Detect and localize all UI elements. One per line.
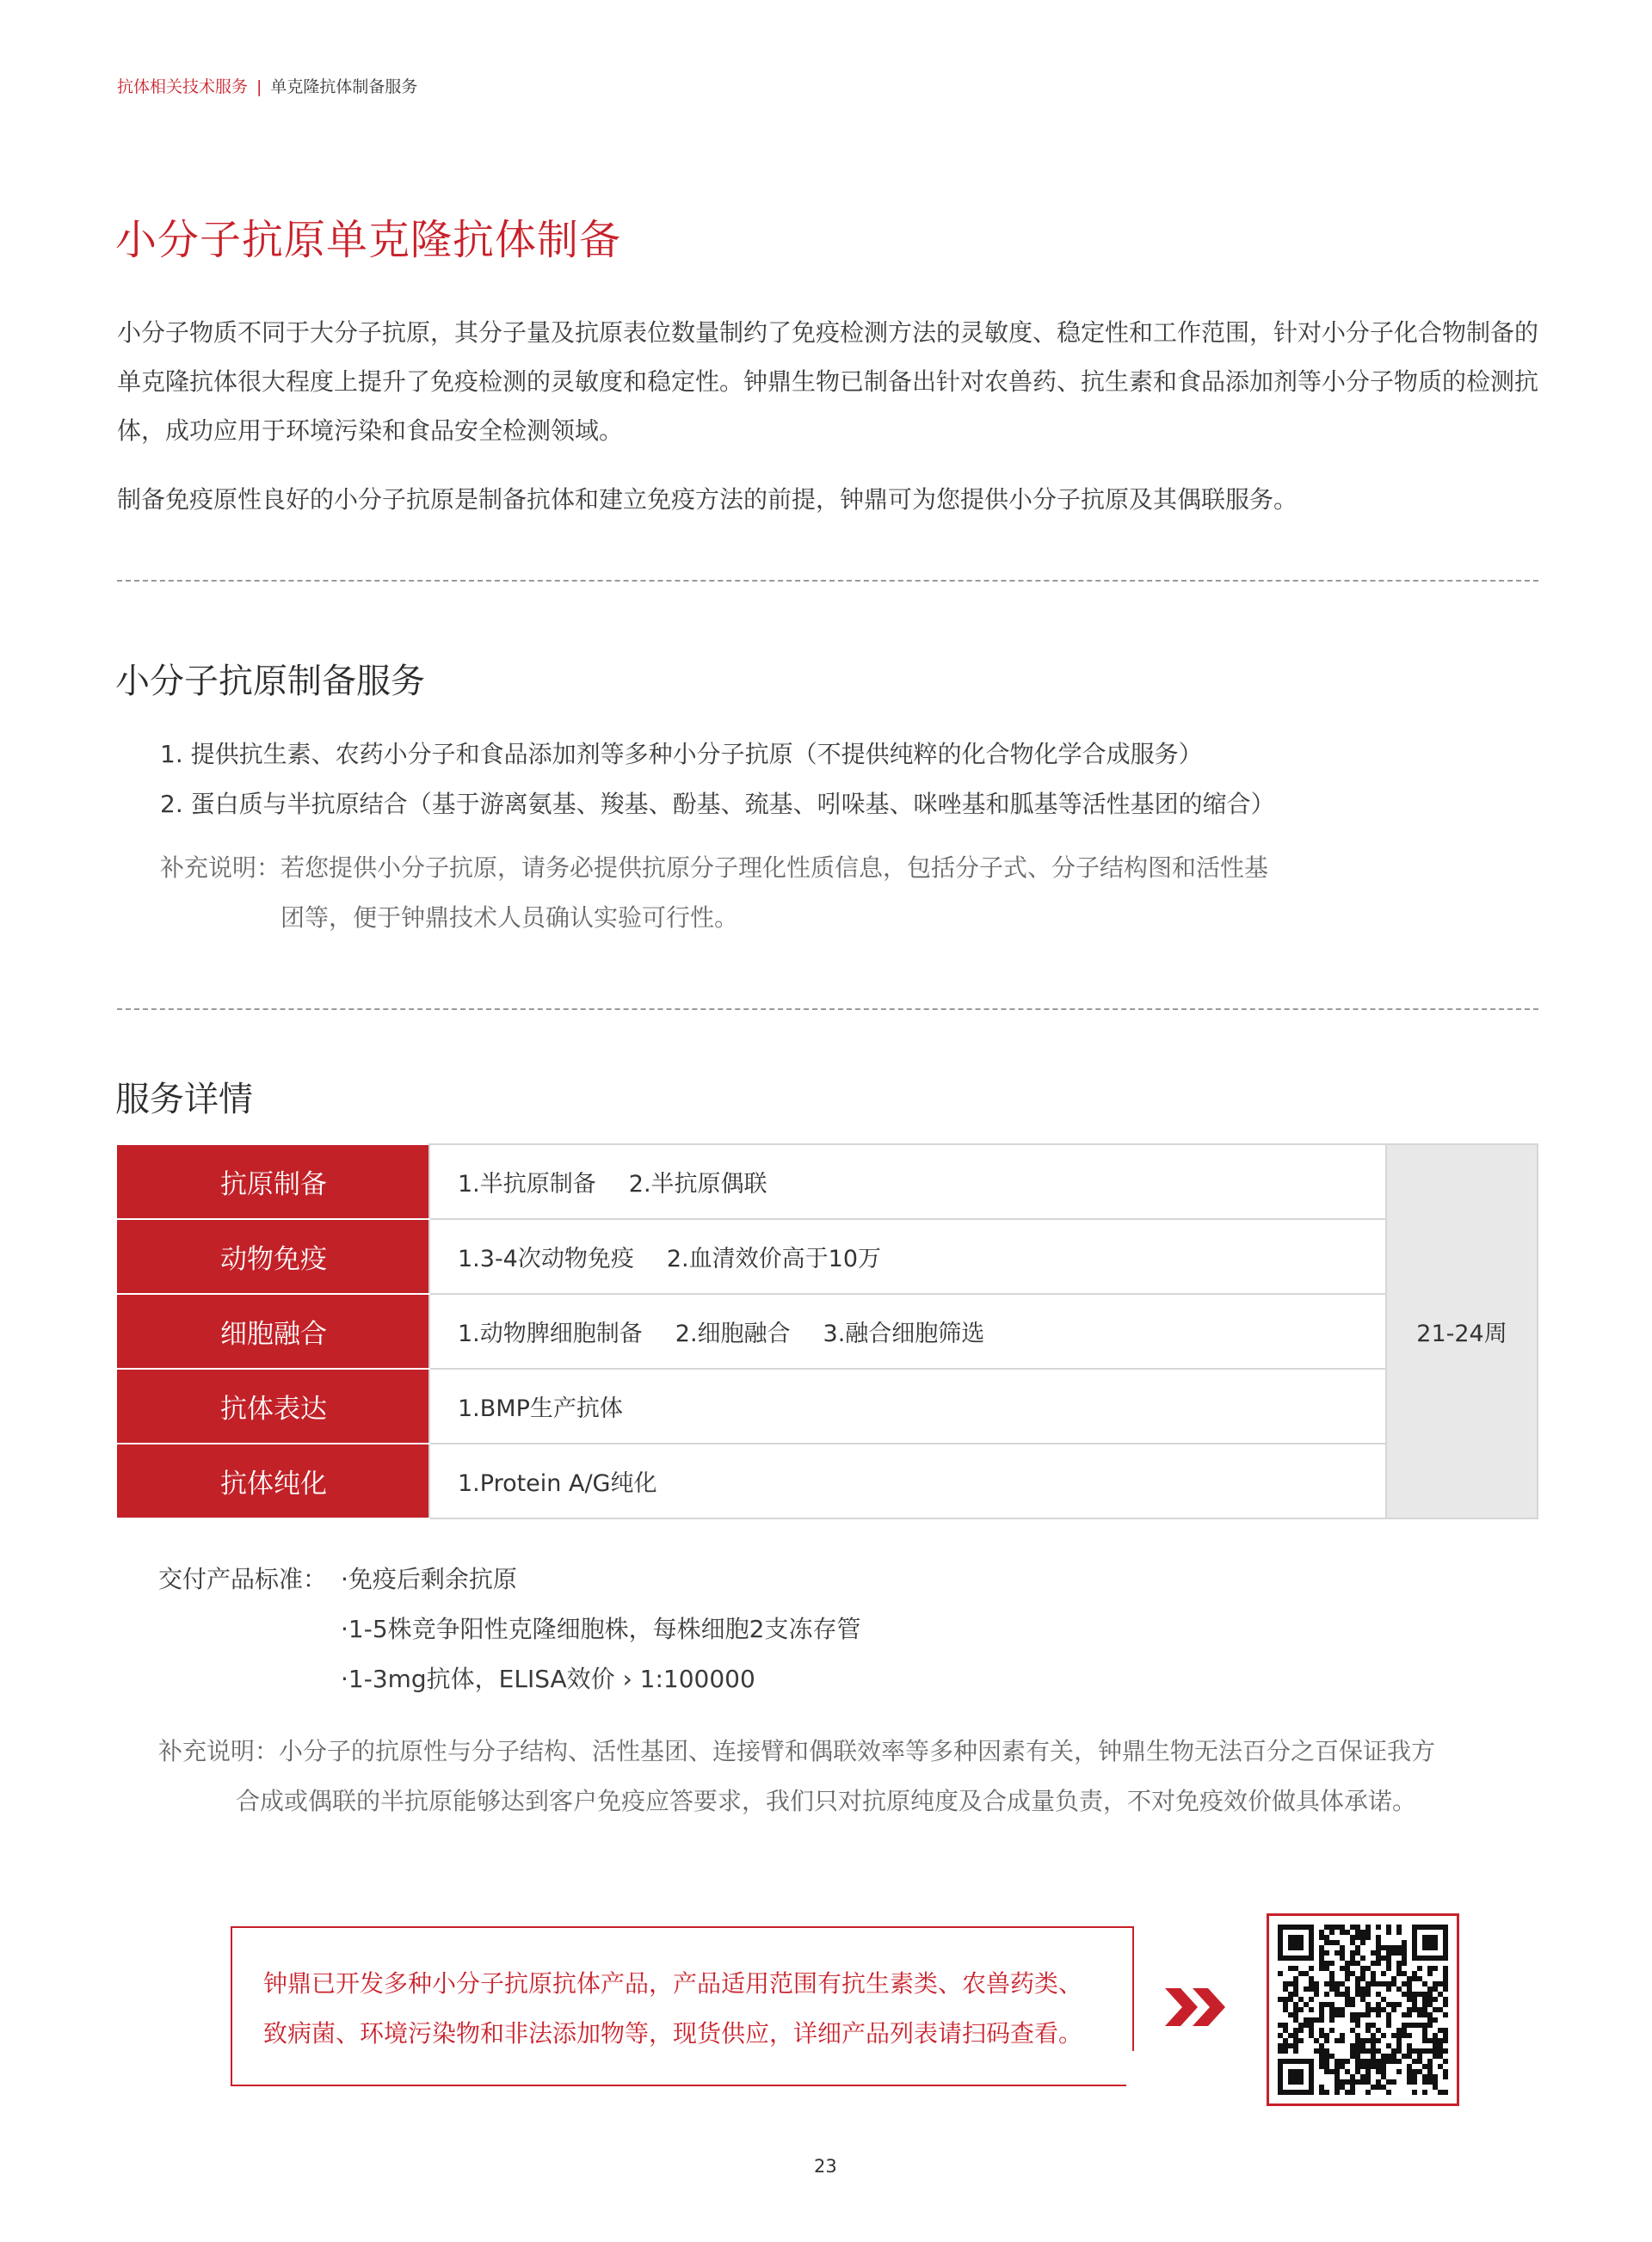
table-row bbox=[118, 1444, 1538, 1518]
service-details-table bbox=[117, 1143, 1538, 1519]
note-text: 若您提供小分子抗原，请务必提供抗原分子理化性质信息，包括分子式、分子结构图和活性基团等，便于钟鼎技术人员确认实验可行性。 bbox=[280, 853, 1269, 932]
double-chevron-right-icon bbox=[1163, 1985, 1230, 2030]
antigen-service-heading: 小分子抗原制备服务 bbox=[115, 662, 425, 701]
qr-code-icon bbox=[1278, 1925, 1448, 2095]
row-label: 抗原制备 bbox=[118, 1144, 429, 1219]
row-label: 抗体纯化 bbox=[118, 1444, 429, 1518]
detail-item: 1.BMP生产抗体 bbox=[458, 1395, 623, 1422]
promo-line: 致病菌、环境污染物和非法添加物等，现货供应，详细产品列表请扫码查看。 bbox=[263, 2019, 1083, 2048]
list-item: 1. 提供抗生素、农药小分子和食品添加剂等多种小分子抗原（不提供纯粹的化合物化学合成服务） bbox=[160, 740, 1203, 768]
list-item: 2. 蛋白质与半抗原结合（基于游离氨基、羧基、酚基、巯基、吲哚基、咪唑基和胍基等活性基团的缩合） bbox=[160, 790, 1275, 818]
delivery-item: ·1-5株竞争阳性克隆细胞株，每株细胞2支冻存管 bbox=[341, 1615, 861, 1643]
section-divider bbox=[117, 1008, 1538, 1010]
table-row bbox=[118, 1144, 1538, 1219]
supplementary-note bbox=[158, 1727, 1435, 1826]
intro-paragraph-2: 制备免疫原性良好的小分子抗原是制备抗体和建立免疫方法的前提，钟鼎可为您提供小分子抗原及其偶联服务。 bbox=[117, 485, 1298, 514]
page-title: 小分子抗原单克隆抗体制备 bbox=[115, 216, 622, 264]
delivery-item: ·免疫后剩余抗原 bbox=[341, 1565, 517, 1593]
service-details-heading: 服务详情 bbox=[115, 1080, 253, 1119]
detail-item: 1.3-4次动物免疫 bbox=[458, 1246, 634, 1272]
note-label: 补充说明： bbox=[158, 1737, 280, 1765]
detail-item: 2.半抗原偶联 bbox=[628, 1171, 767, 1198]
row-details bbox=[429, 1444, 1386, 1518]
duration-cell: 21-24周 bbox=[1386, 1144, 1538, 1518]
promo-box bbox=[231, 1926, 1134, 2086]
breadcrumb-separator: | bbox=[256, 77, 262, 96]
antigen-service-note bbox=[160, 843, 1545, 943]
note-label: 补充说明： bbox=[160, 853, 281, 882]
antigen-service-list bbox=[160, 730, 1275, 829]
promo-line: 钟鼎已开发多种小分子抗原抗体产品，产品适用范围有抗生素类、农兽药类、 bbox=[263, 1969, 1083, 1998]
detail-item: 1.动物脾细胞制备 bbox=[458, 1321, 643, 1347]
table-row bbox=[118, 1369, 1538, 1444]
detail-item: 3.融合细胞筛选 bbox=[823, 1321, 985, 1347]
delivery-standards bbox=[158, 1555, 860, 1704]
detail-item: 1.Protein A/G纯化 bbox=[458, 1470, 657, 1497]
note-line: 小分子的抗原性与分子结构、活性基团、连接臂和偶联效率等多种因素有关，钟鼎生物无法百分之百保证我方 bbox=[279, 1737, 1436, 1765]
breadcrumb-current: 单克隆抗体制备服务 bbox=[270, 77, 418, 96]
delivery-label: 交付产品标准： bbox=[158, 1565, 328, 1593]
table-row bbox=[118, 1294, 1538, 1369]
detail-item: 2.血清效价高于10万 bbox=[666, 1246, 881, 1272]
delivery-item: ·1-3mg抗体，ELISA效价 › 1:100000 bbox=[341, 1665, 755, 1693]
note-line: 合成或偶联的半抗原能够达到客户免疫应答要求，我们只对抗原纯度及合成量负责，不对免疫效价做具体承诺。 bbox=[236, 1787, 1417, 1815]
breadcrumb-category[interactable]: 抗体相关技术服务 bbox=[117, 77, 249, 96]
row-details bbox=[429, 1219, 1386, 1294]
row-label: 动物免疫 bbox=[118, 1219, 429, 1294]
breadcrumb bbox=[117, 74, 417, 97]
row-label: 抗体表达 bbox=[118, 1369, 429, 1444]
detail-item: 2.细胞融合 bbox=[675, 1321, 791, 1347]
table-row bbox=[118, 1219, 1538, 1294]
page-number: 23 bbox=[814, 2156, 837, 2177]
row-details bbox=[429, 1369, 1386, 1444]
intro-paragraph-1: 小分子物质不同于大分子抗原，其分子量及抗原表位数量制约了免疫检测方法的灵敏度、稳定性和工作范围，针对小分子化合物制备的单克隆抗体很大程度上提升了免疫检测的灵敏度和稳定性。钟鼎生物已制备出针对农兽药、抗生素和食品添加剂等小分子物质的检测抗体，成功应用于环境污染和食品安全检测领域。 bbox=[117, 318, 1539, 445]
section-divider bbox=[117, 580, 1538, 582]
row-details bbox=[429, 1144, 1386, 1219]
qr-code[interactable] bbox=[1267, 1913, 1459, 2106]
row-label: 细胞融合 bbox=[118, 1294, 429, 1369]
row-details bbox=[429, 1294, 1386, 1369]
detail-item: 1.半抗原制备 bbox=[458, 1171, 596, 1198]
